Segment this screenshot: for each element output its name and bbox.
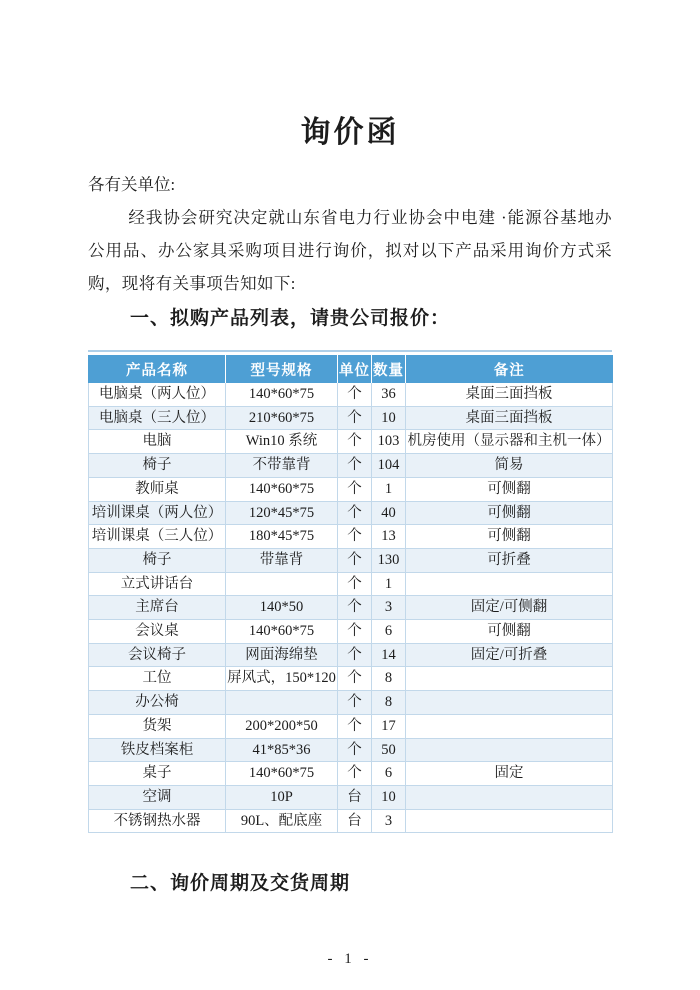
table-cell: 个 (338, 643, 372, 667)
table-cell: 机房使用（显示器和主机一体） (406, 430, 613, 454)
table-cell (406, 667, 613, 691)
table-cell: 电脑桌（三人位） (89, 406, 226, 430)
table-cell: 不锈钢热水器 (89, 809, 226, 833)
table-row (89, 643, 613, 667)
table-row (89, 596, 613, 620)
table-cell: 桌子 (89, 762, 226, 786)
table-cell: 104 (372, 454, 406, 478)
table-cell: 椅子 (89, 454, 226, 478)
table-row (89, 454, 613, 478)
table-cell: 90L、配底座 (226, 809, 338, 833)
table-cell: 41*85*36 (226, 738, 338, 762)
salutation: 各有关单位: (88, 175, 176, 194)
table-cell: 货架 (89, 714, 226, 738)
table-cell: 180*45*75 (226, 525, 338, 549)
table-cell: 固定 (406, 762, 613, 786)
table-cell: 空调 (89, 785, 226, 809)
section-1-heading: 一、拟购产品列表，请贵公司报价： (130, 308, 451, 329)
table-cell: 140*60*75 (226, 762, 338, 786)
table-cell: 可侧翻 (406, 501, 613, 525)
table-row (89, 714, 613, 738)
table-cell: 210*60*75 (226, 406, 338, 430)
table-cell: 6 (372, 620, 406, 644)
table-cell (406, 714, 613, 738)
table-row (89, 809, 613, 833)
table-cell: 50 (372, 738, 406, 762)
table-cell: 带靠背 (226, 548, 338, 572)
table-cell (406, 809, 613, 833)
table-cell (406, 572, 613, 596)
table-cell: 教师桌 (89, 477, 226, 501)
table-row (89, 762, 613, 786)
document-body (0, 112, 700, 968)
product-table-body (89, 383, 613, 833)
table-cell: 1 (372, 572, 406, 596)
table-cell: 可侧翻 (406, 477, 613, 501)
table-cell: 桌面三面挡板 (406, 383, 613, 406)
table-row (89, 548, 613, 572)
table-cell: 个 (338, 596, 372, 620)
table-cell (406, 738, 613, 762)
table-cell: 屏风式，150*120 (226, 667, 338, 691)
table-cell: 椅子 (89, 548, 226, 572)
product-table (88, 355, 613, 833)
table-cell: 可折叠 (406, 548, 613, 572)
table-cell: 个 (338, 738, 372, 762)
table-cell: 个 (338, 714, 372, 738)
table-cell: 140*60*75 (226, 383, 338, 406)
table-cell: 培训课桌（两人位） (89, 501, 226, 525)
table-cell: 会议桌 (89, 620, 226, 644)
table-cell (226, 572, 338, 596)
table-cell: 固定/可折叠 (406, 643, 613, 667)
table-cell: 17 (372, 714, 406, 738)
table-cell: 个 (338, 667, 372, 691)
table-cell: 10 (372, 785, 406, 809)
table-row (89, 572, 613, 596)
table-cell: 桌面三面挡板 (406, 406, 613, 430)
table-cell: 个 (338, 691, 372, 715)
table-cell: 办公椅 (89, 691, 226, 715)
table-cell: 140*50 (226, 596, 338, 620)
table-cell: 3 (372, 809, 406, 833)
table-cell: 140*60*75 (226, 620, 338, 644)
table-cell: Win10 系统 (226, 430, 338, 454)
table-row (89, 501, 613, 525)
table-cell: 个 (338, 477, 372, 501)
table-cell: 可侧翻 (406, 620, 613, 644)
table-cell: 网面海绵垫 (226, 643, 338, 667)
table-cell (406, 691, 613, 715)
table-cell: 个 (338, 501, 372, 525)
table-cell: 103 (372, 430, 406, 454)
table-cell: 培训课桌（三人位） (89, 525, 226, 549)
section-2-heading: 二、询价周期及交货周期 (130, 873, 351, 895)
table-row (89, 620, 613, 644)
table-cell: 140*60*75 (226, 477, 338, 501)
header-cell-product-name: 产品名称 (89, 355, 226, 383)
table-cell: 13 (372, 525, 406, 549)
page-number: - 1 - (327, 951, 373, 968)
table-cell: 主席台 (89, 596, 226, 620)
table-cell: 个 (338, 572, 372, 596)
table-row (89, 691, 613, 715)
table-cell: 不带靠背 (226, 454, 338, 478)
table-cell: 个 (338, 762, 372, 786)
table-cell: 个 (338, 430, 372, 454)
table-cell: 10P (226, 785, 338, 809)
table-cell: 铁皮档案柜 (89, 738, 226, 762)
table-row (89, 430, 613, 454)
table-cell: 36 (372, 383, 406, 406)
table-cell (406, 785, 613, 809)
table-cell: 14 (372, 643, 406, 667)
table-cell: 10 (372, 406, 406, 430)
table-row (89, 477, 613, 501)
table-cell: 120*45*75 (226, 501, 338, 525)
table-header-row (89, 355, 613, 383)
table-cell: 130 (372, 548, 406, 572)
table-row (89, 525, 613, 549)
table-cell: 40 (372, 501, 406, 525)
header-cell-model-spec: 型号规格 (226, 355, 338, 383)
table-cell: 固定/可侧翻 (406, 596, 613, 620)
table-cell: 工位 (89, 667, 226, 691)
table-cell: 可侧翻 (406, 525, 613, 549)
document-title: 询价函 (300, 116, 400, 149)
table-cell: 200*200*50 (226, 714, 338, 738)
table-cell: 6 (372, 762, 406, 786)
table-cell: 简易 (406, 454, 613, 478)
table-cell: 个 (338, 406, 372, 430)
header-cell-unit: 单位 (338, 355, 372, 383)
table-row (89, 383, 613, 406)
table-cell: 8 (372, 691, 406, 715)
header-cell-remark: 备注 (406, 355, 613, 383)
table-cell (226, 691, 338, 715)
table-cell: 电脑 (89, 430, 226, 454)
table-row (89, 406, 613, 430)
header-cell-quantity: 数量 (372, 355, 406, 383)
table-cell: 个 (338, 620, 372, 644)
table-row (89, 785, 613, 809)
table-cell: 台 (338, 809, 372, 833)
intro-paragraph: 经我协会研究决定就山东省电力行业协会中电建 ·能源谷基地办公用品、办公家具采购项目进行询价，拟对以下产品采用询价方式采购，现将有关事项告知如下: (88, 208, 612, 293)
table-cell: 个 (338, 525, 372, 549)
table-cell: 个 (338, 383, 372, 406)
table-cell: 电脑桌（两人位） (89, 383, 226, 406)
table-cell: 会议椅子 (89, 643, 226, 667)
table-cell: 个 (338, 548, 372, 572)
table-row (89, 738, 613, 762)
table-row (89, 667, 613, 691)
table-cell: 立式讲话台 (89, 572, 226, 596)
product-table-wrap (88, 350, 612, 833)
table-cell: 8 (372, 667, 406, 691)
table-cell: 1 (372, 477, 406, 501)
table-cell: 台 (338, 785, 372, 809)
table-cell: 3 (372, 596, 406, 620)
table-cell: 个 (338, 454, 372, 478)
